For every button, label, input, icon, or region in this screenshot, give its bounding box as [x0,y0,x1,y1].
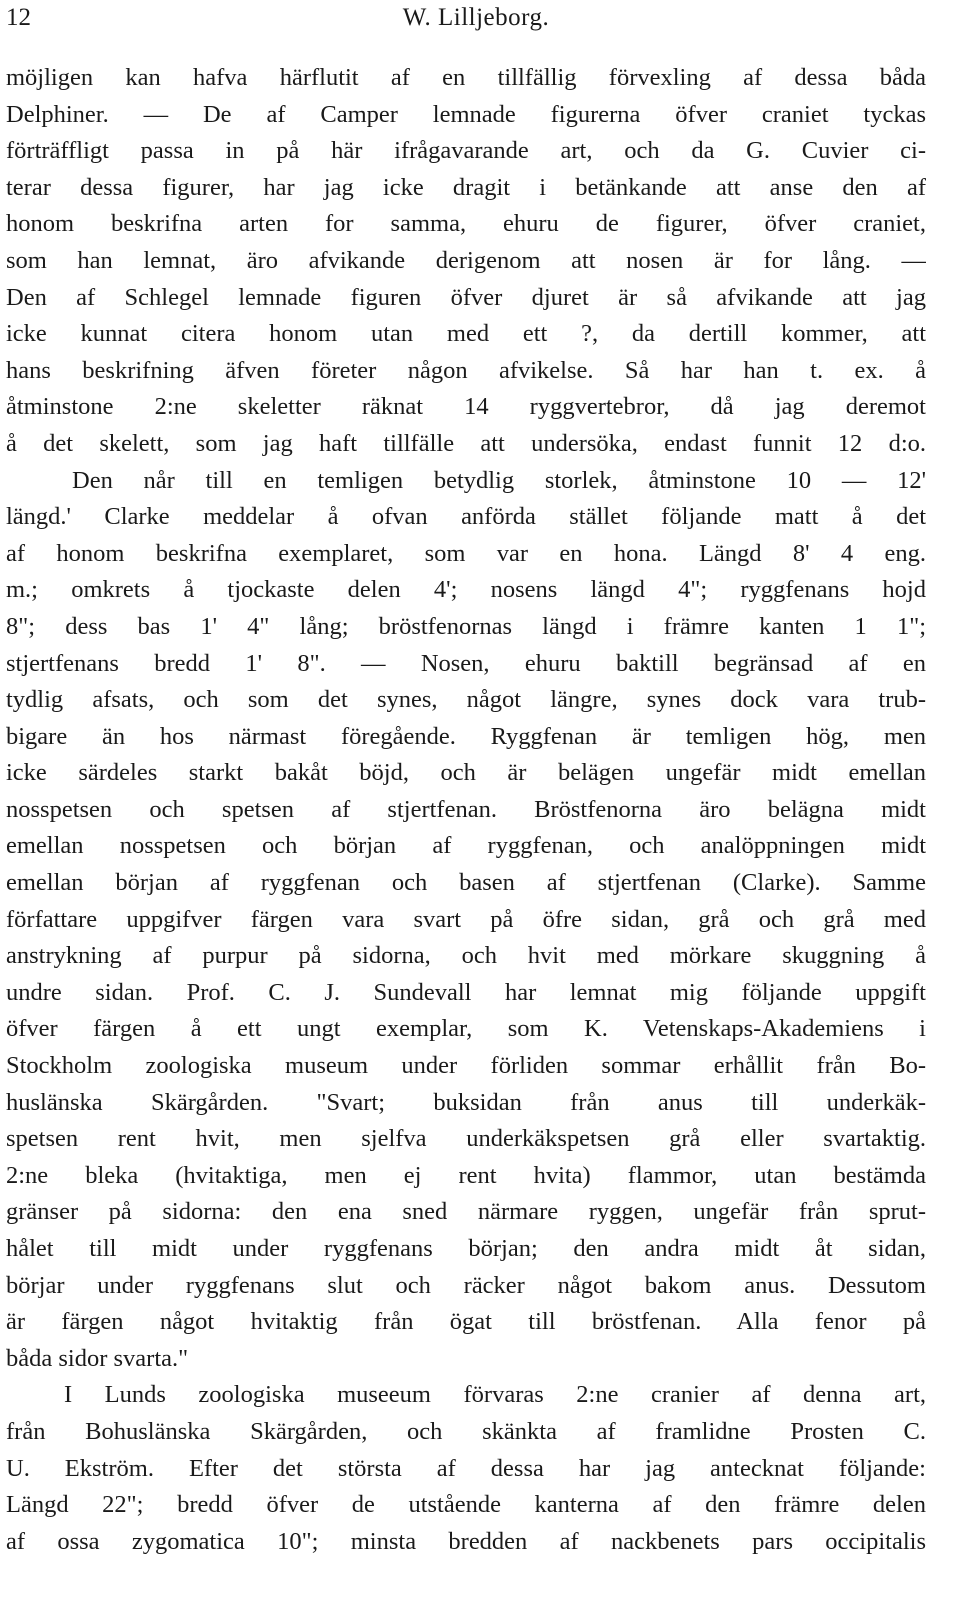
running-head [6,2,926,34]
text-line: nosspetsen och spetsen af stjertfenan. Bröstfenorna äro belägna midt [6,795,926,823]
text-line: Längd 22"; bredd öfver de utstående kanterna af den främre delen [6,1491,926,1519]
text-line: terar dessa figurer, har jag icke dragit i betänkande att anse den af [6,173,926,201]
text-line: som han lemnat, äro afvikande derigenom att nosen är for lång. — [6,246,926,274]
text-line: af ossa zygomatica 10"; minsta bredden af nackbenets pars occipitalis [6,1527,926,1555]
text-line: U. Ekström. Efter det största af dessa har jag antecknat följande: [6,1454,926,1482]
text-line: spetsen rent hvit, men sjelfva underkäkspetsen grå eller svartaktig. [6,1125,926,1153]
text-line: Den når till en temligen betydlig storlek, åtminstone 10 — 12' [72,466,926,494]
text-line: 8"; dess bas 1' 4" lång; bröstfenornas längd i främre kanten 1 1"; [6,612,926,640]
text-line: tydlig afsats, och som det synes, något längre, synes dock vara trub- [6,686,926,714]
text-line: Stockholm zoologiska museum under förliden sommar erhållit från Bo- [6,1052,926,1080]
text-line: från Bohuslänska Skärgården, och skänkta af framlidne Prosten C. [6,1417,926,1445]
text-line: författare uppgifver färgen vara svart på öfre sidan, grå och grå med [6,905,926,933]
text-line: emellan början af ryggfenan och basen af stjertfenan (Clarke). Samme [6,869,926,897]
text-line: Delphiner. — De af Camper lemnade figurerna öfver craniet tyckas [6,100,926,128]
body-text [6,60,926,1560]
text-line: bigare än hos närmast föregående. Ryggfenan är temligen hög, men [6,722,926,750]
text-line: undre sidan. Prof. C. J. Sundevall har lemnat mig följande uppgift [6,978,926,1006]
text-line: huslänska Skärgården. "Svart; buksidan från anus till underkäk- [6,1088,926,1116]
text-line: gränser på sidorna: den ena sned närmare ryggen, ungefär från sprut- [6,1198,926,1226]
text-line: stjertfenans bredd 1' 8". — Nosen, ehuru baktill begränsad af en [6,649,926,677]
text-line: I Lunds zoologiska museeum förvaras 2:ne cranier af denna art, [64,1381,926,1409]
text-line: Den af Schlegel lemnade figuren öfver djuret är så afvikande att jag [6,283,926,311]
text-line: är färgen något hvitaktig från ögat till bröstfenan. Alla fenor på [6,1308,926,1336]
text-line: möjligen kan hafva härflutit af en tillfällig förvexling af dessa båda [6,64,926,91]
page-number: 12 [6,4,31,31]
text-line: emellan nosspetsen och början af ryggfenan, och analöppningen midt [6,832,926,860]
text-line: öfver färgen å ett ungt exemplar, som K. Vetenskaps-Akademiens i [6,1015,926,1043]
text-line: hålet till midt under ryggfenans början; den andra midt åt sidan, [6,1235,926,1262]
text-line: längd.' Clarke meddelar å ofvan anförda stället följande matt å det [6,503,926,531]
text-line: åtminstone 2:ne skeletter räknat 14 ryggvertebror, då jag deremot [6,393,926,421]
text-line: icke särdeles starkt bakåt böjd, och är belägen ungefär midt emellan [6,759,926,787]
text-line: å det skelett, som jag haft tillfälle att undersöka, endast funnit 12 d:o. [6,429,926,457]
text-line: m.; omkrets å tjockaste delen 4'; nosens längd 4"; ryggfenans hojd [6,576,926,604]
text-line: anstrykning af purpur på sidorna, och hvit med mörkare skuggning å [6,942,926,970]
text-line: hans beskrifning äfven företer någon afvikelse. Så har han t. ex. å [6,356,926,384]
text-line: börjar under ryggfenans slut och räcker något bakom anus. Dessutom [6,1271,926,1299]
text-line: 2:ne bleka (hvitaktiga, men ej rent hvita) flammor, utan bestämda [6,1161,926,1189]
text-line: förträffligt passa in på här ifrågavarande art, och da G. Cuvier ci- [6,137,926,165]
text-line: honom beskrifna arten for samma, ehuru de figurer, öfver craniet, [6,210,926,238]
text-line: båda sidor svarta." [6,1344,189,1372]
text-line: icke kunnat citera honom utan med ett ?, da dertill kommer, att [6,320,926,348]
text-line: af honom beskrifna exemplaret, som var en hona. Längd 8' 4 eng. [6,539,926,567]
running-title: W. Lilljeborg. [402,4,550,31]
